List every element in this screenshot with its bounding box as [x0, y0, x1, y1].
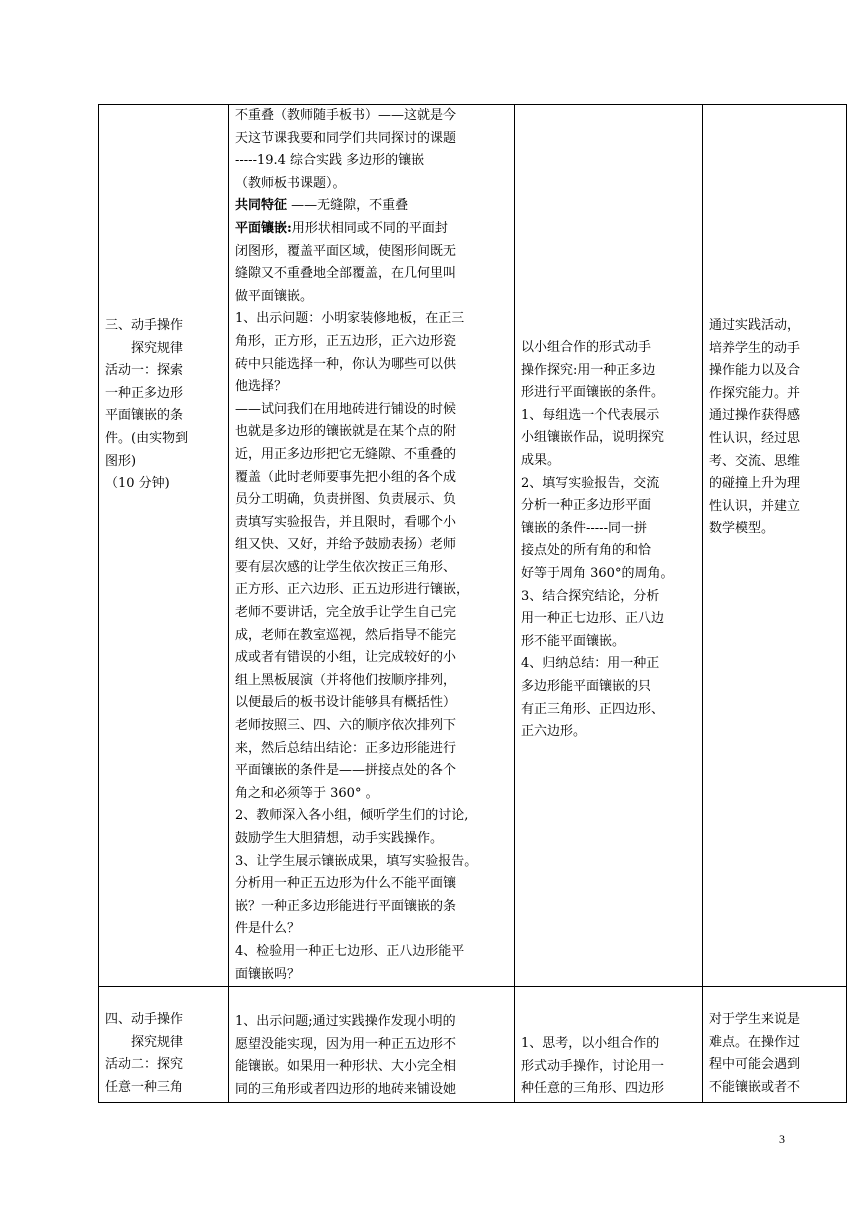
- text-line: 不能镶嵌或者不: [709, 1079, 801, 1095]
- text-line: 有正三角形、正四边形、: [521, 701, 665, 717]
- text-line: 愿望没能实现，因为用一种正五边形不: [235, 1036, 457, 1052]
- definition-line: [235, 218, 508, 241]
- text-line: 也就是多边形的镶嵌就是在某个点的附: [235, 424, 457, 440]
- student-activity-cell-2: [515, 987, 703, 1103]
- text-line: 以便最后的板书设计能够具有概括性）: [235, 695, 457, 711]
- text-line: 不重叠（教师随手板书）——这就是今: [235, 108, 457, 123]
- text-line: 作探究能力。并: [709, 385, 801, 401]
- text-line: 性认识，并建立: [709, 498, 801, 514]
- lesson-plan-table: [98, 104, 847, 1103]
- stage-line: 探究规律: [131, 340, 184, 356]
- text-line: 操作探究:用一种正多边: [521, 362, 656, 378]
- page-number: 3: [779, 1132, 785, 1146]
- text-line: 考、交流、思维: [709, 453, 801, 469]
- common-feature-text: ——无缝隙，不重叠: [287, 198, 409, 214]
- stage-line: 四、动手操作: [105, 1012, 184, 1028]
- text-line: （教师板书课题）。: [235, 175, 346, 191]
- text-line: 对于学生来说是: [709, 1012, 801, 1028]
- table-row: [99, 105, 847, 987]
- text-line: 闭图形，覆盖平面区域，使图形间既无: [235, 243, 457, 259]
- text-line: 要有层次感的让学生依次按正三角形、: [235, 559, 457, 575]
- text-line: 镶嵌的条件-----同一拼: [521, 520, 647, 536]
- text-line: 鼓励学生大胆猜想，动手实践操作。: [235, 831, 444, 846]
- stage-cell-activity-1: [99, 105, 229, 987]
- text-line: 的碰撞上升为理: [709, 476, 801, 492]
- text-line: 1、思考，以小组合作的: [521, 1036, 660, 1052]
- text-line: 数学模型。: [709, 521, 775, 537]
- text-line: 成果。: [521, 452, 561, 468]
- text-line: 组又快、又好，并给予鼓励表扬）老师: [235, 537, 457, 553]
- text-line: 能镶嵌。如果用一种形状、大小完全相: [235, 1059, 457, 1075]
- text-line: 覆盖（此时老师要事先把小组的各个成: [235, 469, 457, 485]
- text-line: 以小组合作的形式动手: [521, 340, 652, 355]
- text-line: 4、归纳总结：用一种正: [521, 656, 660, 672]
- text-line: 分析一种正多边形平面: [521, 498, 652, 514]
- text-line: 形不能平面镶嵌。: [521, 633, 626, 649]
- text-line: 性认识，经过思: [709, 430, 801, 446]
- text-line: 难点。在操作过: [709, 1034, 801, 1050]
- text-line: 3、结合探究结论，分析: [521, 588, 660, 604]
- text-line: 1、每组选一个代表展示: [521, 407, 660, 423]
- definition-text: 用形状相同或不同的平面封: [291, 220, 448, 236]
- text-line: 老师按照三、四、六的顺序依次排列下: [235, 718, 457, 734]
- common-feature-line: [235, 195, 508, 218]
- text-line: 通过实践活动，: [709, 318, 801, 333]
- stage-line: 活动二：探究: [105, 1057, 184, 1073]
- common-feature-label: 共同特征: [235, 198, 288, 214]
- text-line: 件是什么？: [235, 921, 301, 937]
- text-line: 员分工明确，负责拼图、负责展示、负: [235, 492, 457, 508]
- text-line: 程中可能会遇到: [709, 1057, 801, 1073]
- text-line: 用一种正七边形、正八边: [521, 611, 665, 627]
- text-line: 通过操作获得感: [709, 408, 801, 424]
- text-line: 面镶嵌吗？: [235, 966, 301, 982]
- text-line: 2、填写实验报告，交流: [521, 475, 660, 491]
- stage-line: 平面镶嵌的条: [105, 408, 184, 424]
- text-line: 成，老师在教室巡视，然后指导不能完: [235, 627, 457, 643]
- text-line: 2、教师深入各小组，倾听学生们的讨论,: [235, 808, 469, 824]
- stage-line: 三、动手操作: [105, 318, 184, 333]
- stage-line: 活动一：探索: [105, 363, 184, 379]
- text-line: 操作能力以及合: [709, 363, 801, 379]
- teacher-activity-cell-1: [229, 105, 515, 987]
- text-line: 角形，正方形，正五边形，正六边形瓷: [235, 333, 457, 349]
- text-line: 近，用正多边形把它无缝隙、不重叠的: [235, 446, 457, 462]
- text-line: ——试问我们在用地砖进行铺设的时候: [235, 401, 457, 417]
- text-line: 天这节课我要和同学们共同探讨的课题: [235, 130, 457, 146]
- teacher-activity-cell-2: [229, 987, 515, 1103]
- text-line: 缝隙又不重叠地全部覆盖，在几何里叫: [235, 266, 457, 282]
- text-line: 老师不要讲话，完全放手让学生自己完: [235, 605, 457, 621]
- text-line: 接点处的所有角的和恰: [521, 543, 652, 559]
- text-line: 正六边形。: [521, 724, 587, 740]
- text-line: 成或者有错误的小组，让完成较好的小: [235, 650, 457, 666]
- text-line: 4、检验用一种正七边形、正八边形能平: [235, 943, 465, 959]
- text-line: 角之和必须等于 360° 。: [235, 785, 379, 801]
- text-line: 形进行平面镶嵌的条件。: [521, 385, 665, 401]
- text-line: 嵌？一种正多边形能进行平面镶嵌的条: [235, 898, 457, 914]
- text-line: 来，然后总结出结论：正多边形能进行: [235, 740, 457, 756]
- text-line: 培养学生的动手: [709, 340, 801, 356]
- text-line: 小组镶嵌作品，说明探究: [521, 430, 665, 446]
- text-line: -----19.4 综合实践 多边形的镶嵌: [235, 153, 425, 169]
- text-line: 平面镶嵌的条件是——拼接点处的各个: [235, 763, 457, 779]
- text-line: 砖中只能选择一种，你认为哪些可以供: [235, 356, 457, 372]
- table-row: [99, 987, 847, 1103]
- stage-line: 一种正多边形: [105, 385, 184, 401]
- text-line: 他选择？: [235, 379, 288, 395]
- text-line: 1、出示问题：小明家装修地板，在正三: [235, 311, 465, 327]
- text-line: 责填写实验报告，并且限时，看哪个小: [235, 514, 457, 530]
- text-line: 1、出示问题;通过实践操作发现小明的: [235, 1014, 456, 1030]
- text-line: 3、让学生展示镶嵌成果，填写实验报告。: [235, 853, 478, 869]
- text-line: 形式动手操作，讨论用一: [521, 1058, 665, 1074]
- student-activity-cell-1: [515, 105, 703, 987]
- stage-cell-activity-2: [99, 987, 229, 1103]
- stage-line: 件。(由实物到: [105, 430, 189, 446]
- stage-line: （10 分钟): [105, 476, 170, 492]
- definition-label: 平面镶嵌:: [235, 220, 292, 236]
- text-line: 分析用一种正五边形为什么不能平面镶: [235, 876, 457, 892]
- design-intent-cell-2: [703, 987, 847, 1103]
- stage-line: 任意一种三角: [105, 1079, 184, 1095]
- stage-line: 探究规律: [131, 1034, 184, 1050]
- text-line: 同的三角形或者四边形的地砖来铺设她: [235, 1081, 457, 1097]
- text-line: 种任意的三角形、四边形: [521, 1081, 665, 1097]
- text-line: 正方形、正六边形、正五边形进行镶嵌，: [235, 582, 470, 598]
- text-line: 组上黑板展演（并将他们按顺序排列，: [235, 672, 457, 688]
- stage-line: 图形): [105, 453, 137, 469]
- text-line: 多边形能平面镶嵌的只: [521, 678, 652, 694]
- design-intent-cell-1: [703, 105, 847, 987]
- text-line: 做平面镶嵌。: [235, 288, 314, 304]
- text-line: 好等于周角 360°的周角。: [521, 565, 674, 581]
